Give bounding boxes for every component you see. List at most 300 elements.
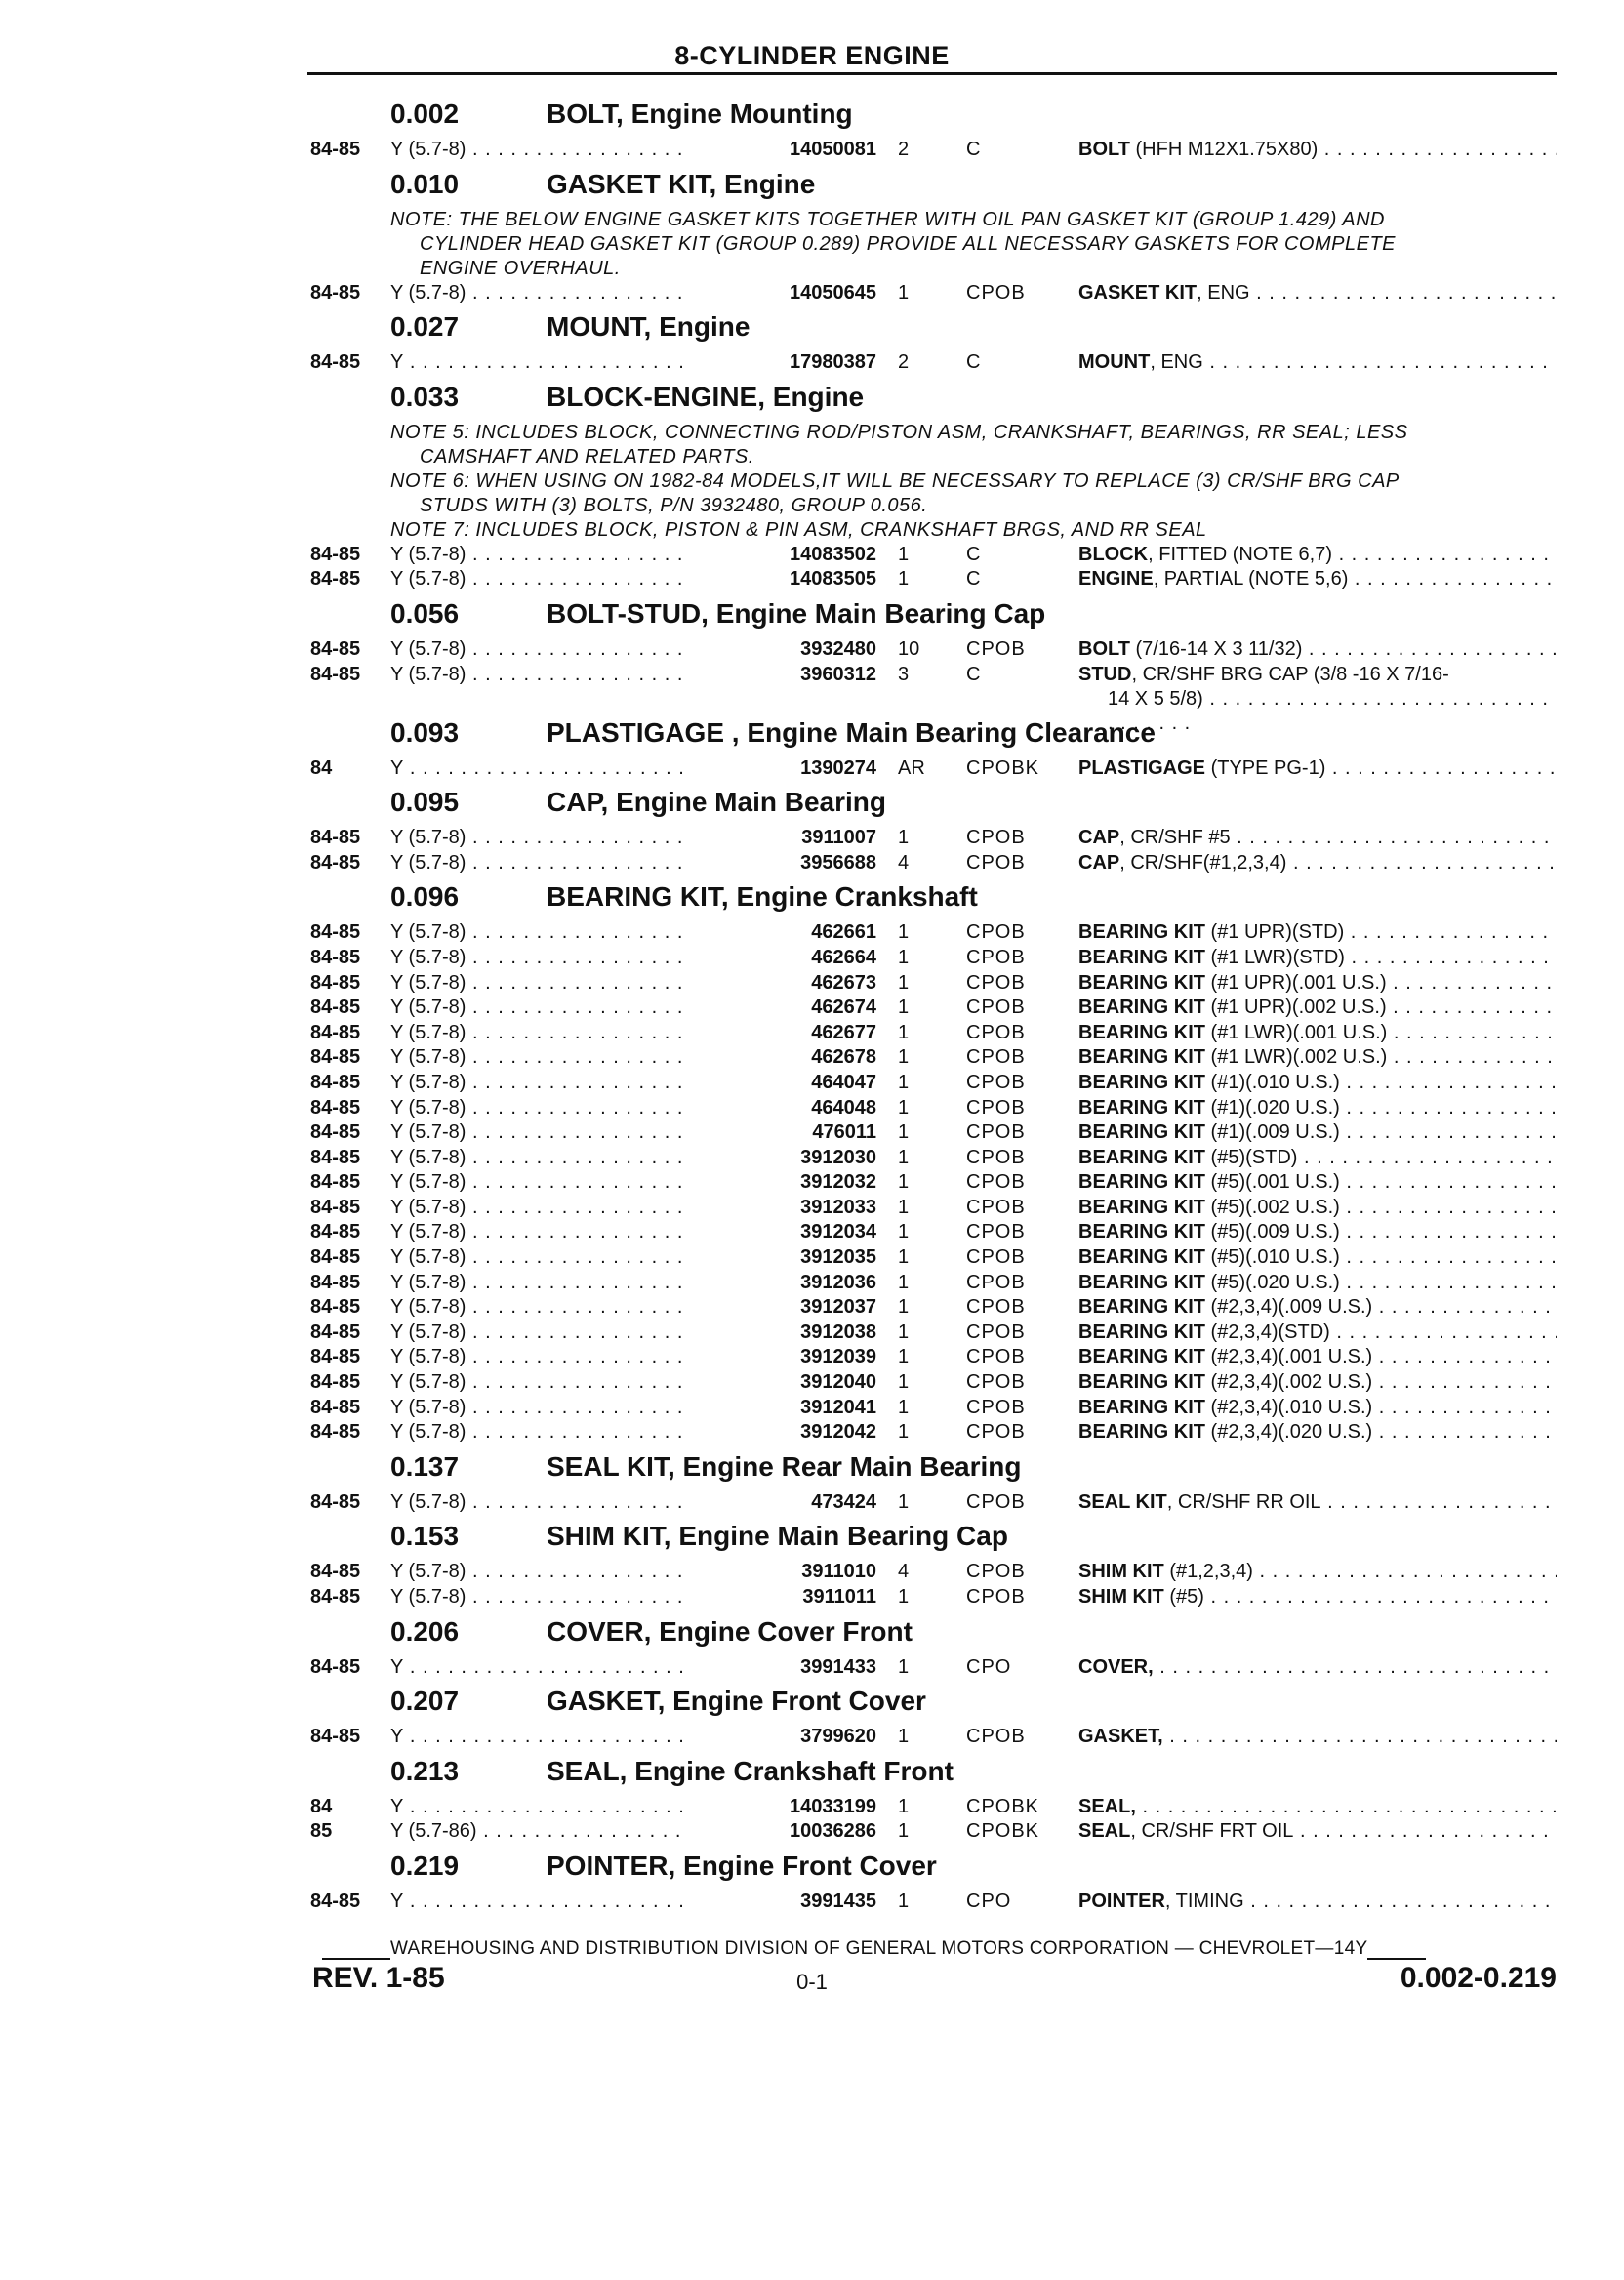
part-number: 14050645 (683, 281, 876, 305)
quantity: 1 (898, 1586, 910, 1608)
quantity: 4 (898, 1561, 910, 1583)
part-description (1078, 1021, 1557, 1045)
application: Y (5.7-8) . . . (390, 1071, 732, 1095)
group-name: BOLT, Engine Mounting (547, 99, 853, 129)
footer-rule-left (322, 1956, 390, 1960)
model-years: 84-85 (310, 997, 361, 1019)
part-description-detail: (#1 LWR)(.002 U.S.) (1205, 1046, 1388, 1069)
part-number: 3912038 (683, 1321, 876, 1345)
application: Y (5.7-8) . . . (390, 1295, 732, 1320)
part-description-name: CAP (1078, 827, 1120, 849)
part-description (1078, 1271, 1557, 1295)
application: Y (5.7-8) . . . (390, 851, 732, 875)
part-number: 462661 (683, 920, 876, 945)
part-number: 3991435 (683, 1890, 876, 1914)
application: Y (5.7-8) . . . (390, 1245, 732, 1270)
part-description-name: BEARING KIT (1078, 1346, 1205, 1368)
source-code: C (966, 568, 982, 590)
part-number: 3912041 (683, 1396, 876, 1420)
source-code: CPOB (966, 1396, 1026, 1418)
group-heading (0, 1750, 1624, 1795)
part-description-detail: (#2,3,4)(.009 U.S.) (1205, 1296, 1373, 1319)
source-code: CPOB (966, 637, 1026, 660)
part-row (0, 663, 1624, 712)
group-heading (0, 1680, 1624, 1725)
part-description (1078, 1321, 1557, 1345)
part-description (1078, 567, 1557, 591)
part-description-detail: , TIMING (1164, 1890, 1244, 1912)
part-description-detail: , ENG (1150, 351, 1203, 374)
model-years: 84-85 (310, 543, 361, 565)
quantity: 1 (898, 1820, 910, 1843)
part-description-name: BEARING KIT (1078, 921, 1205, 944)
part-row (0, 946, 1624, 971)
model-years: 84-85 (310, 1071, 361, 1093)
quantity: 1 (898, 1246, 910, 1269)
application: Y . . . (390, 350, 732, 375)
source-code: CPOB (966, 1071, 1026, 1093)
part-description-detail: (#1 UPR)(.001 U.S.) (1205, 971, 1387, 994)
application: Y (5.7-8) . . . (390, 1120, 732, 1145)
part-row (0, 138, 1624, 163)
quantity: 1 (898, 1421, 910, 1444)
part-row (0, 1146, 1624, 1171)
model-years: 84-85 (310, 568, 361, 590)
part-number: 1390274 (683, 756, 876, 781)
group-heading (0, 592, 1624, 637)
application: Y (5.7-8) . . . (390, 1045, 732, 1070)
group-number: 0.002 (390, 99, 460, 129)
source-code: C (966, 351, 982, 374)
group-note (0, 518, 1557, 543)
part-row (0, 1725, 1624, 1750)
part-description (1078, 1170, 1557, 1195)
part-row (0, 1245, 1624, 1271)
part-description-detail: (HFH M12X1.75X80) (1129, 139, 1319, 160)
part-number: 462664 (683, 946, 876, 970)
model-years: 84-85 (310, 851, 361, 874)
application: Y . . . (390, 1725, 732, 1749)
quantity: 1 (898, 1890, 910, 1912)
application: Y (5.7-8) . . . (390, 1420, 732, 1445)
group-heading (0, 781, 1624, 826)
group-number: 0.219 (390, 1850, 460, 1881)
group-number: 0.153 (390, 1521, 460, 1552)
group-note (0, 208, 1557, 281)
note-line: NOTE 7: INCLUDES BLOCK, PISTON & PIN ASM, CRANKSHAFT BRGS, AND RR SEAL (390, 518, 1207, 541)
application: Y (5.7-8) . . . (390, 1146, 732, 1170)
part-row (0, 1396, 1624, 1421)
group-heading (0, 1515, 1624, 1560)
part-row (0, 971, 1624, 997)
part-description (1078, 1725, 1557, 1749)
part-description-name: BLOCK (1078, 543, 1149, 565)
model-years: 84-85 (310, 1561, 361, 1583)
group-number: 0.213 (390, 1755, 460, 1786)
part-description (1078, 826, 1557, 850)
part-description (1078, 1071, 1557, 1095)
part-number: 3912040 (683, 1370, 876, 1395)
quantity: 1 (898, 997, 910, 1019)
part-description (1078, 920, 1557, 945)
part-description-detail: (#5) (1163, 1586, 1204, 1608)
source-code: CPOB (966, 921, 1026, 944)
part-description-name: BOLT (1078, 637, 1130, 660)
part-number: 464048 (683, 1096, 876, 1120)
note-line: STUDS WITH (3) BOLTS, P/N 3932480, GROUP 0.056. (420, 494, 928, 516)
model-years: 84 (310, 756, 333, 779)
part-row (0, 1655, 1624, 1681)
part-description (1078, 1096, 1557, 1120)
part-description (1078, 1345, 1557, 1369)
part-description-detail: , ENG (1197, 281, 1250, 304)
part-row (0, 1271, 1624, 1296)
source-code: C (966, 543, 982, 565)
group-name: BOLT-STUD, Engine Main Bearing Cap (547, 597, 1046, 629)
quantity: 1 (898, 1146, 910, 1168)
source-code: CPOB (966, 1371, 1026, 1394)
quantity: 1 (898, 1121, 910, 1144)
model-years: 84-85 (310, 827, 361, 849)
model-years: 84-85 (310, 1221, 361, 1243)
group-name: BLOCK-ENGINE, Engine (547, 381, 865, 412)
part-description-name: BEARING KIT (1078, 1296, 1205, 1319)
application: Y . . . (390, 1795, 732, 1819)
application: Y (5.7-8) . . . (390, 1271, 732, 1295)
part-row (0, 920, 1624, 946)
part-number: 3960312 (683, 663, 876, 687)
quantity: 4 (898, 851, 910, 874)
quantity: 2 (898, 351, 910, 374)
model-years: 84-85 (310, 921, 361, 944)
parts-list (0, 93, 1624, 1915)
model-years: 84-85 (310, 1346, 361, 1368)
group-name: MOUNT, Engine (547, 311, 751, 343)
group-number: 0.206 (390, 1615, 460, 1647)
model-years: 84-85 (310, 1171, 361, 1194)
part-description-detail: (#5)(.020 U.S.) (1205, 1271, 1340, 1293)
group-number: 0.093 (390, 716, 460, 748)
part-row (0, 350, 1624, 376)
group-name: CAP, Engine Main Bearing (547, 787, 886, 818)
part-description-name: SHIM KIT (1078, 1586, 1164, 1608)
part-description (1078, 1490, 1557, 1515)
source-code: CPOB (966, 1421, 1026, 1444)
part-number: 464047 (683, 1071, 876, 1095)
part-number: 14033199 (683, 1795, 876, 1819)
application: Y (5.7-8) . . . (390, 1345, 732, 1369)
part-row (0, 1890, 1624, 1915)
part-description-name: SEAL (1078, 1820, 1131, 1843)
quantity: 1 (898, 1795, 910, 1817)
model-years: 84-85 (310, 1271, 361, 1293)
application: Y (5.7-8) . . . (390, 663, 732, 687)
quantity: 1 (898, 1655, 910, 1678)
group-name: SHIM KIT, Engine Main Bearing Cap (547, 1521, 1008, 1552)
model-years: 84-85 (310, 1321, 361, 1343)
application: Y (5.7-8) . . . (390, 996, 732, 1020)
part-row (0, 1370, 1624, 1396)
group-range: 0.002-0.219 (1400, 1962, 1557, 1994)
part-number: 476011 (683, 1120, 876, 1145)
quantity: 1 (898, 946, 910, 968)
part-number: 3911010 (683, 1560, 876, 1584)
part-description (1078, 1196, 1557, 1220)
source-code: CPOB (966, 1726, 1026, 1748)
application: Y (5.7-8) . . . (390, 1196, 732, 1220)
part-row (0, 1420, 1624, 1445)
model-years: 84-85 (310, 1655, 361, 1678)
part-description-detail: (#5)(STD) (1205, 1146, 1298, 1168)
quantity: 1 (898, 1221, 910, 1243)
footer-publisher-line (322, 1938, 1557, 1960)
part-description (1078, 1420, 1557, 1445)
model-years: 84-85 (310, 637, 361, 660)
quantity: 1 (898, 568, 910, 590)
model-years: 84-85 (310, 1726, 361, 1748)
part-description-detail: , PARTIAL (NOTE 5,6) (1153, 568, 1349, 590)
quantity: 1 (898, 971, 910, 994)
part-description-detail: (7/16-14 X 3 11/32) (1129, 637, 1303, 660)
source-code: CPOB (966, 1296, 1026, 1319)
part-description-name: BEARING KIT (1078, 1046, 1205, 1069)
part-description (1078, 851, 1557, 875)
quantity: 1 (898, 1271, 910, 1293)
part-row (0, 1490, 1624, 1516)
application: Y (5.7-8) . . . (390, 946, 732, 970)
application: Y (5.7-8) . . . (390, 1585, 732, 1609)
part-description (1078, 1245, 1557, 1270)
part-number: 3912037 (683, 1295, 876, 1320)
group-heading (0, 1445, 1624, 1490)
part-description-name: BEARING KIT (1078, 1196, 1205, 1218)
part-description (1078, 637, 1557, 662)
part-description-name: BEARING KIT (1078, 1246, 1205, 1269)
part-number: 3912033 (683, 1196, 876, 1220)
part-description-detail: (TYPE PG-1) (1205, 756, 1326, 779)
part-row (0, 1021, 1624, 1046)
application: Y (5.7-8) . . . (390, 1321, 732, 1345)
quantity: 1 (898, 921, 910, 944)
model-years: 84-85 (310, 1890, 361, 1912)
part-number: 3956688 (683, 851, 876, 875)
application: Y (5.7-8) . . . (390, 1021, 732, 1045)
source-code: CPOB (966, 1171, 1026, 1194)
part-description (1078, 1890, 1557, 1914)
part-description-name: BEARING KIT (1078, 1271, 1205, 1293)
part-number: 14050081 (683, 138, 876, 162)
part-number: 462677 (683, 1021, 876, 1045)
source-code: CPOB (966, 1196, 1026, 1218)
model-years: 84-85 (310, 1586, 361, 1608)
source-code: CPOB (966, 997, 1026, 1019)
part-row (0, 996, 1624, 1021)
part-number: 462673 (683, 971, 876, 996)
source-code: CPOB (966, 1121, 1026, 1144)
part-number: 3912030 (683, 1146, 876, 1170)
part-description-name: BOLT (1078, 139, 1130, 160)
part-number: 3912032 (683, 1170, 876, 1195)
note-line: NOTE: THE BELOW ENGINE GASKET KITS TOGETHER WITH OIL PAN GASKET KIT (GROUP 1.429) AND (390, 208, 1385, 230)
application: Y (5.7-8) . . . (390, 1220, 732, 1244)
application: Y (5.7-8) . . . (390, 826, 732, 850)
model-years: 84-85 (310, 946, 361, 968)
note-line: ENGINE OVERHAUL. (420, 257, 621, 279)
source-code: CPOB (966, 1586, 1026, 1608)
quantity: 2 (898, 139, 910, 160)
quantity: 1 (898, 281, 910, 304)
part-description-name: SHIM KIT (1078, 1561, 1164, 1583)
source-code: CPOB (966, 827, 1026, 849)
part-description (1078, 1560, 1557, 1584)
part-description-detail: (#1)(.010 U.S.) (1205, 1071, 1340, 1093)
part-row (0, 1045, 1624, 1071)
source-code: CPOB (966, 851, 1026, 874)
source-code: C (966, 663, 982, 685)
source-code: C (966, 139, 982, 160)
part-row (0, 1096, 1624, 1121)
quantity: 1 (898, 827, 910, 849)
model-years: 84-85 (310, 351, 361, 374)
part-row (0, 756, 1624, 782)
part-number: 3799620 (683, 1725, 876, 1749)
group-heading (0, 875, 1624, 920)
part-row (0, 637, 1624, 663)
part-description-name: BEARING KIT (1078, 946, 1205, 968)
source-code: CPOB (966, 1146, 1026, 1168)
part-description (1078, 1396, 1557, 1420)
part-description-detail: (#1 UPR)(.002 U.S.) (1205, 997, 1387, 1019)
part-description (1078, 1295, 1557, 1320)
part-description-detail: (#1)(.009 U.S.) (1205, 1121, 1340, 1144)
quantity: 1 (898, 1396, 910, 1418)
part-description (1078, 1585, 1557, 1609)
page-number: 0-1 (796, 1970, 828, 1994)
group-number: 0.207 (390, 1686, 460, 1717)
quantity: 1 (898, 1346, 910, 1368)
group-number: 0.027 (390, 311, 460, 343)
part-number: 3912036 (683, 1271, 876, 1295)
group-name: SEAL, Engine Crankshaft Front (547, 1755, 954, 1786)
part-row (0, 1819, 1624, 1845)
part-description-name: BEARING KIT (1078, 1071, 1205, 1093)
group-heading (0, 376, 1624, 421)
source-code: CPOB (966, 281, 1026, 304)
part-description-detail: (#1 LWR)(.001 U.S.) (1205, 1021, 1388, 1043)
part-number: 462674 (683, 996, 876, 1020)
group-number: 0.033 (390, 381, 460, 412)
part-description-name: STUD (1078, 663, 1132, 685)
group-name: GASKET KIT, Engine (547, 168, 816, 199)
group-heading (0, 305, 1624, 350)
part-row (0, 543, 1624, 568)
application: Y (5.7-8) . . . (390, 1490, 732, 1515)
application: Y (5.7-8) . . . (390, 281, 732, 305)
quantity: 1 (898, 1196, 910, 1218)
quantity: 1 (898, 1021, 910, 1043)
part-description-name: BEARING KIT (1078, 1096, 1205, 1119)
part-number: 3912035 (683, 1245, 876, 1270)
group-name: SEAL KIT, Engine Rear Main Bearing (547, 1450, 1022, 1482)
part-row (0, 1170, 1624, 1196)
application: Y . . . (390, 1890, 732, 1914)
model-years: 84-85 (310, 1421, 361, 1444)
part-description (1078, 350, 1557, 375)
quantity: 1 (898, 1096, 910, 1119)
group-number: 0.056 (390, 597, 460, 629)
part-description-detail: (#5)(.002 U.S.) (1205, 1196, 1340, 1218)
quantity: 1 (898, 1371, 910, 1394)
part-number: 3991433 (683, 1655, 876, 1680)
group-name: GASKET, Engine Front Cover (547, 1686, 926, 1717)
group-number: 0.096 (390, 881, 460, 913)
group-note (0, 421, 1557, 469)
group-name: POINTER, Engine Front Cover (547, 1850, 937, 1881)
model-years: 84-85 (310, 971, 361, 994)
quantity: 1 (898, 1726, 910, 1748)
part-description (1078, 1795, 1557, 1819)
part-description-name: SEAL KIT (1078, 1490, 1167, 1513)
part-number: 3912039 (683, 1345, 876, 1369)
note-line: CYLINDER HEAD GASKET KIT (GROUP 0.289) PROVIDE ALL NECESSARY GASKETS FOR COMPLETE (420, 232, 1397, 255)
source-code: CPO (966, 1655, 1012, 1678)
part-description-name: PLASTIGAGE (1078, 756, 1206, 779)
group-heading (0, 93, 1624, 138)
part-description (1078, 946, 1557, 970)
part-description-detail: , CR/SHF FRT OIL (1130, 1820, 1294, 1843)
source-code: CPOB (966, 1046, 1026, 1069)
application: Y (5.7-86) . . . (390, 1819, 732, 1844)
quantity: 10 (898, 637, 920, 660)
part-description-name: COVER, (1078, 1655, 1154, 1678)
part-description (1078, 1146, 1557, 1170)
model-years: 84-85 (310, 1296, 361, 1319)
part-row (0, 826, 1624, 851)
part-row (0, 851, 1624, 876)
application: Y (5.7-8) . . . (390, 1396, 732, 1420)
part-description (1078, 281, 1557, 305)
part-number: 3911007 (683, 826, 876, 850)
quantity: 3 (898, 663, 910, 685)
part-row (0, 1345, 1624, 1370)
part-description (1078, 1120, 1557, 1145)
part-description-name: BEARING KIT (1078, 1221, 1205, 1243)
part-description-detail: (#2,3,4)(.010 U.S.) (1205, 1396, 1373, 1418)
model-years: 85 (310, 1820, 333, 1843)
source-code: CPOB (966, 1346, 1026, 1368)
footer-publisher-text: WAREHOUSING AND DISTRIBUTION DIVISION OF GENERAL MOTORS CORPORATION — CHEVROLET—14Y (390, 1938, 1368, 1959)
part-row (0, 1795, 1624, 1820)
model-years: 84-85 (310, 1196, 361, 1218)
application: Y (5.7-8) . . . (390, 920, 732, 945)
application: Y (5.7-8) . . . (390, 1560, 732, 1584)
group-heading (0, 163, 1624, 208)
part-description-name: BEARING KIT (1078, 1396, 1205, 1418)
part-description (1078, 1370, 1557, 1395)
part-row (0, 1120, 1624, 1146)
model-years: 84-85 (310, 1096, 361, 1119)
part-description (1078, 1819, 1557, 1844)
part-description-detail: (#2,3,4)(.020 U.S.) (1205, 1421, 1373, 1444)
group-heading (0, 712, 1624, 756)
source-code: CPOBK (966, 756, 1040, 779)
part-description-detail: (#1 LWR)(STD) (1205, 946, 1345, 968)
model-years: 84-85 (310, 1121, 361, 1144)
part-description (1078, 996, 1557, 1020)
footer-rule-right (1367, 1956, 1426, 1960)
model-years: 84-85 (310, 1246, 361, 1269)
part-description (1078, 138, 1557, 162)
